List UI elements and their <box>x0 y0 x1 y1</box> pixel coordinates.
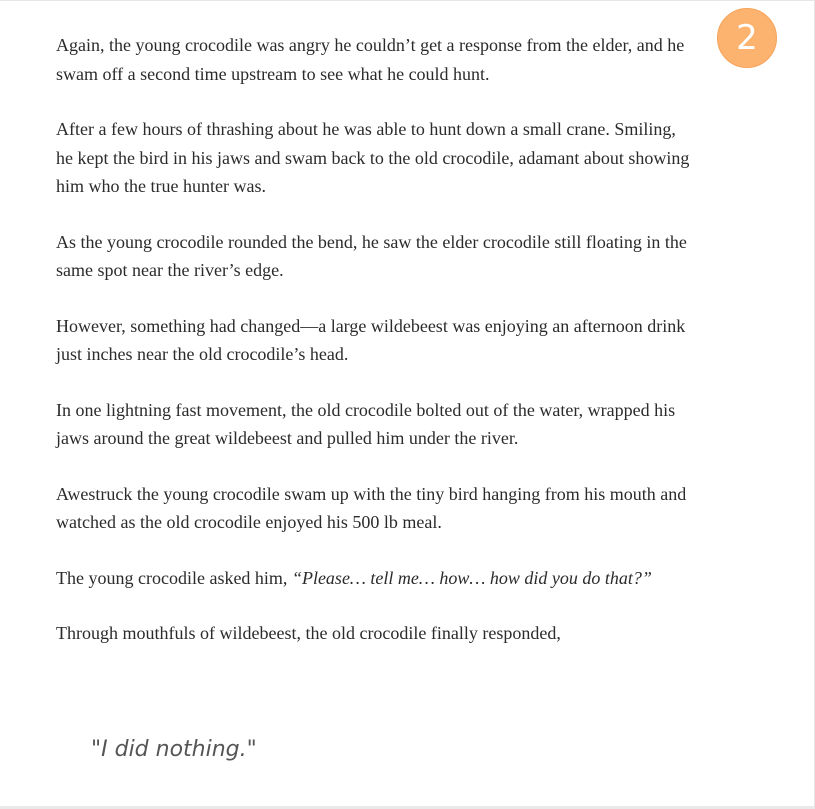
question-quote: “Please… tell me… how… how did you do that?” <box>291 567 652 588</box>
paragraph-6: Awestruck the young crocodile swam up with the tiny bird hanging from his mouth and watched as the old crocodile enjoyed his 500 lb meal. <box>56 483 687 532</box>
paragraph-5: In one lightning fast movement, the old crocodile bolted out of the water, wrapped his jaws around the great wildebeest and pulled him under the river. <box>56 399 676 448</box>
question-lead: The young crocodile asked him, <box>56 567 292 588</box>
step-number-badge <box>717 8 777 68</box>
paragraph-1: Again, the young crocodile was angry he couldn’t get a response from the elder, and he swam off a second time upstream to see what he could hunt. <box>56 35 685 84</box>
step-number: 2 <box>736 18 758 58</box>
paragraph-2: After a few hours of thrashing about he was able to hunt down a small crane. Smiling, he kept the bird in his jaws and swam back to the old crocodile, adamant about showing him who the true hunter was. <box>56 119 690 196</box>
paragraph-question <box>56 564 696 593</box>
pull-quote: "I did nothing." <box>91 737 257 762</box>
article-body <box>56 31 696 675</box>
paragraph-4: However, something had changed—a large wildebeest was enjoying an afternoon drink just inches near the old crocodile’s head. <box>56 315 686 364</box>
paragraph-3: As the young crocodile rounded the bend, he saw the elder crocodile still floating in the same spot near the river’s edge. <box>56 231 687 280</box>
paragraph-response: Through mouthfuls of wildebeest, the old crocodile finally responded, <box>56 623 561 643</box>
